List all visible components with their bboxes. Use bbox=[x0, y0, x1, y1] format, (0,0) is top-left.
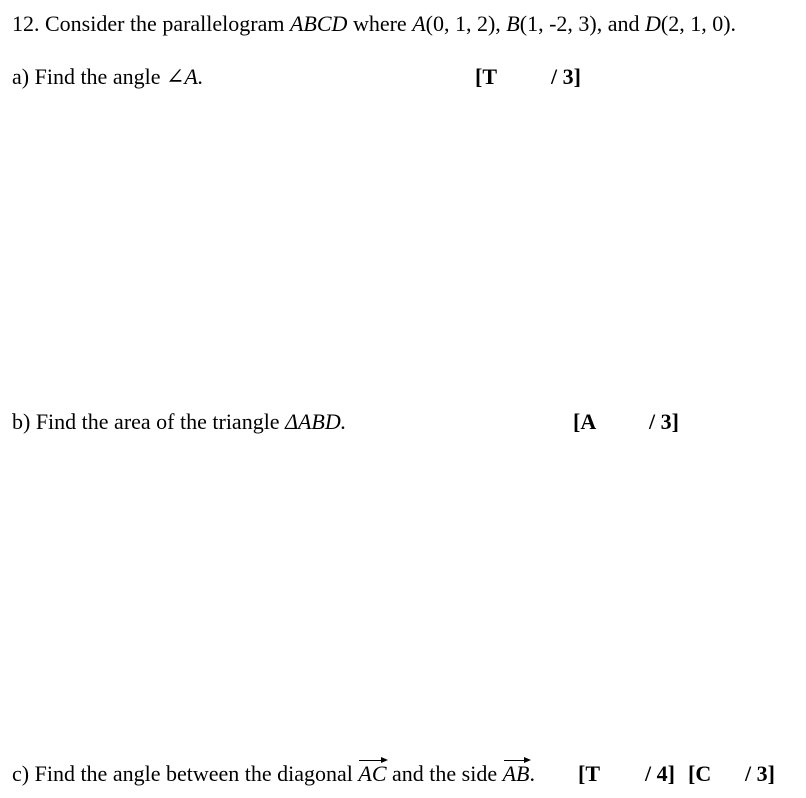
part-a-label: a) Find the angle bbox=[12, 64, 161, 89]
part-c-mark2-close: / 3] bbox=[745, 761, 775, 786]
part-c-label: c) Find the angle between the diagonal bbox=[12, 761, 353, 786]
point-b-label: B bbox=[506, 11, 520, 36]
question-number: 12. bbox=[12, 11, 40, 36]
part-c-mark1-open: [T bbox=[578, 761, 600, 786]
part-b-mark-close: / 3] bbox=[649, 409, 679, 434]
part-b-mark-open: [A bbox=[573, 409, 597, 434]
vector-ac: AC bbox=[358, 761, 387, 786]
point-d-coords: (2, 1, 0). bbox=[660, 11, 737, 36]
part-b-label: b) Find the area of the triangle bbox=[12, 409, 280, 434]
part-a-mark-close: / 3] bbox=[551, 64, 581, 89]
point-d-label: D bbox=[645, 11, 661, 36]
and-word: and bbox=[607, 11, 640, 36]
part-b-prompt bbox=[12, 408, 346, 436]
part-c-mark2-open: [C bbox=[688, 761, 712, 786]
point-a-label: A bbox=[412, 11, 426, 36]
part-c-mark1-close: / 4] bbox=[645, 761, 675, 786]
part-a-mark-open: [T bbox=[475, 64, 497, 89]
shape-name: ABCD bbox=[289, 11, 348, 36]
where-word: where bbox=[352, 11, 407, 36]
part-c-period: . bbox=[529, 761, 535, 786]
part-b-math: ΔABD. bbox=[285, 409, 347, 434]
part-c-middle: and the side bbox=[392, 761, 498, 786]
point-a-coords: (0, 1, 2), bbox=[425, 11, 501, 36]
question-stem bbox=[12, 10, 736, 38]
part-a-math: ∠A. bbox=[165, 64, 204, 89]
point-b-coords: (1, -2, 3), bbox=[519, 11, 603, 36]
question-intro: Consider the parallelogram bbox=[45, 11, 285, 36]
part-a-prompt bbox=[12, 63, 203, 91]
vector-ab: AB bbox=[502, 761, 530, 786]
part-c-prompt bbox=[12, 760, 535, 788]
